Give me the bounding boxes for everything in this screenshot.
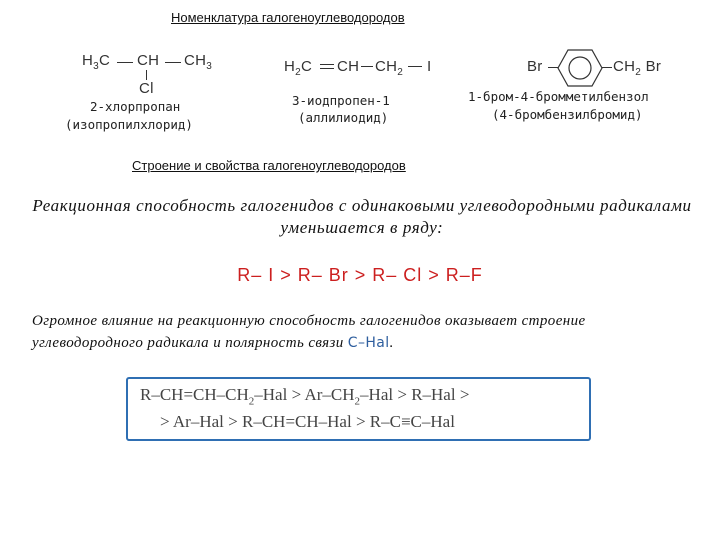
c1-ch3-sub: 3 bbox=[206, 61, 213, 72]
c3-br-right: Br bbox=[641, 58, 662, 75]
bond-line bbox=[602, 67, 612, 68]
c1-h: H bbox=[82, 52, 94, 69]
gt-sign: > bbox=[287, 385, 305, 404]
box-item-benzyl-end: –Hal bbox=[360, 385, 394, 404]
compound-1-trivial-name: (изопропилхлорид) bbox=[65, 117, 193, 132]
c1-ch3 bbox=[184, 52, 212, 72]
bond-line bbox=[117, 62, 133, 63]
influence-text-end: . bbox=[389, 335, 394, 351]
compound-3-name: 1-бром-4-бромметилбензол bbox=[468, 89, 649, 104]
c1-h-sub: 3 bbox=[93, 61, 100, 72]
c2-h: H bbox=[284, 58, 296, 75]
double-bond-bottom bbox=[320, 68, 334, 69]
box-line-1 bbox=[140, 385, 469, 407]
c2-i: I bbox=[427, 58, 432, 75]
gt-sign: > bbox=[393, 385, 412, 404]
compound-2-formula bbox=[284, 58, 312, 78]
compound-2-trivial-name: (аллилиодид) bbox=[298, 110, 389, 125]
benzene-ring-icon bbox=[556, 48, 604, 88]
box-item-alkyl: R–Hal bbox=[411, 385, 456, 404]
structure-heading: Строение и свойства галогеноуглеводородов bbox=[132, 158, 406, 173]
c2-ch: CH bbox=[337, 58, 360, 75]
bond-line bbox=[408, 66, 422, 67]
c3-br-left: Br bbox=[527, 58, 543, 75]
c2-c: C bbox=[301, 58, 313, 75]
gt-sign: > bbox=[351, 412, 370, 431]
compound-1-name: 2-хлорпропан bbox=[90, 99, 181, 114]
bond-line bbox=[361, 66, 373, 67]
c3-ch2br bbox=[613, 58, 661, 78]
c1-cl: Cl bbox=[139, 80, 154, 97]
nomenclature-heading: Номенклатура галогеноуглеводородов bbox=[171, 10, 405, 25]
box-item-aryl: Ar–Hal bbox=[172, 412, 224, 431]
bond-line bbox=[165, 62, 181, 63]
box-item-benzyl: Ar–CH bbox=[304, 385, 355, 404]
gt-sign: > bbox=[223, 412, 242, 431]
c3-ch2-sub: 2 bbox=[635, 67, 642, 78]
gt-sign: > bbox=[160, 412, 173, 431]
influence-text-body: Огромное влияние на реакционную способность галогенидов оказывает строение углеводородного радикала и полярность связи bbox=[32, 313, 586, 351]
compound-3-trivial-name: (4-бромбензилбромид) bbox=[492, 107, 643, 122]
reactivity-text: Реакционная способность галогенидов с одинаковыми углеводородными радикалами уменьшается в ряду: bbox=[32, 196, 692, 237]
c2-ch2-sub: 2 bbox=[397, 67, 404, 78]
c1-ch3-text: CH bbox=[184, 52, 207, 69]
bond-line-vertical bbox=[146, 70, 147, 80]
influence-text bbox=[32, 310, 682, 354]
box-line-2 bbox=[160, 412, 455, 432]
c2-ch2-text: CH bbox=[375, 58, 398, 75]
box-item-benzyl-sub: 2 bbox=[354, 395, 361, 408]
c1-ch: CH bbox=[137, 52, 160, 69]
compound-2-name: 3-иодпропен-1 bbox=[292, 93, 390, 108]
compound-1-formula bbox=[82, 52, 110, 72]
box-item-allyl-end: –Hal bbox=[254, 385, 288, 404]
box-item-ethynyl: R–C≡C–Hal bbox=[369, 412, 455, 431]
c1-c: C bbox=[99, 52, 111, 69]
c2-h-sub: 2 bbox=[295, 67, 302, 78]
box-item-allyl-sub: 2 bbox=[248, 395, 255, 408]
reactivity-series: R– I > R– Br > R– Cl > R–F bbox=[237, 265, 483, 285]
bond-formula: C–Hal bbox=[347, 335, 390, 351]
double-bond-top bbox=[320, 64, 334, 65]
box-item-vinyl: R–CH=CH–Hal bbox=[241, 412, 352, 431]
box-item-allyl: R–CH=CH–CH bbox=[140, 385, 249, 404]
gt-sign: > bbox=[455, 385, 470, 404]
c3-ch2-text: CH bbox=[613, 58, 636, 75]
c2-ch2 bbox=[375, 58, 403, 78]
